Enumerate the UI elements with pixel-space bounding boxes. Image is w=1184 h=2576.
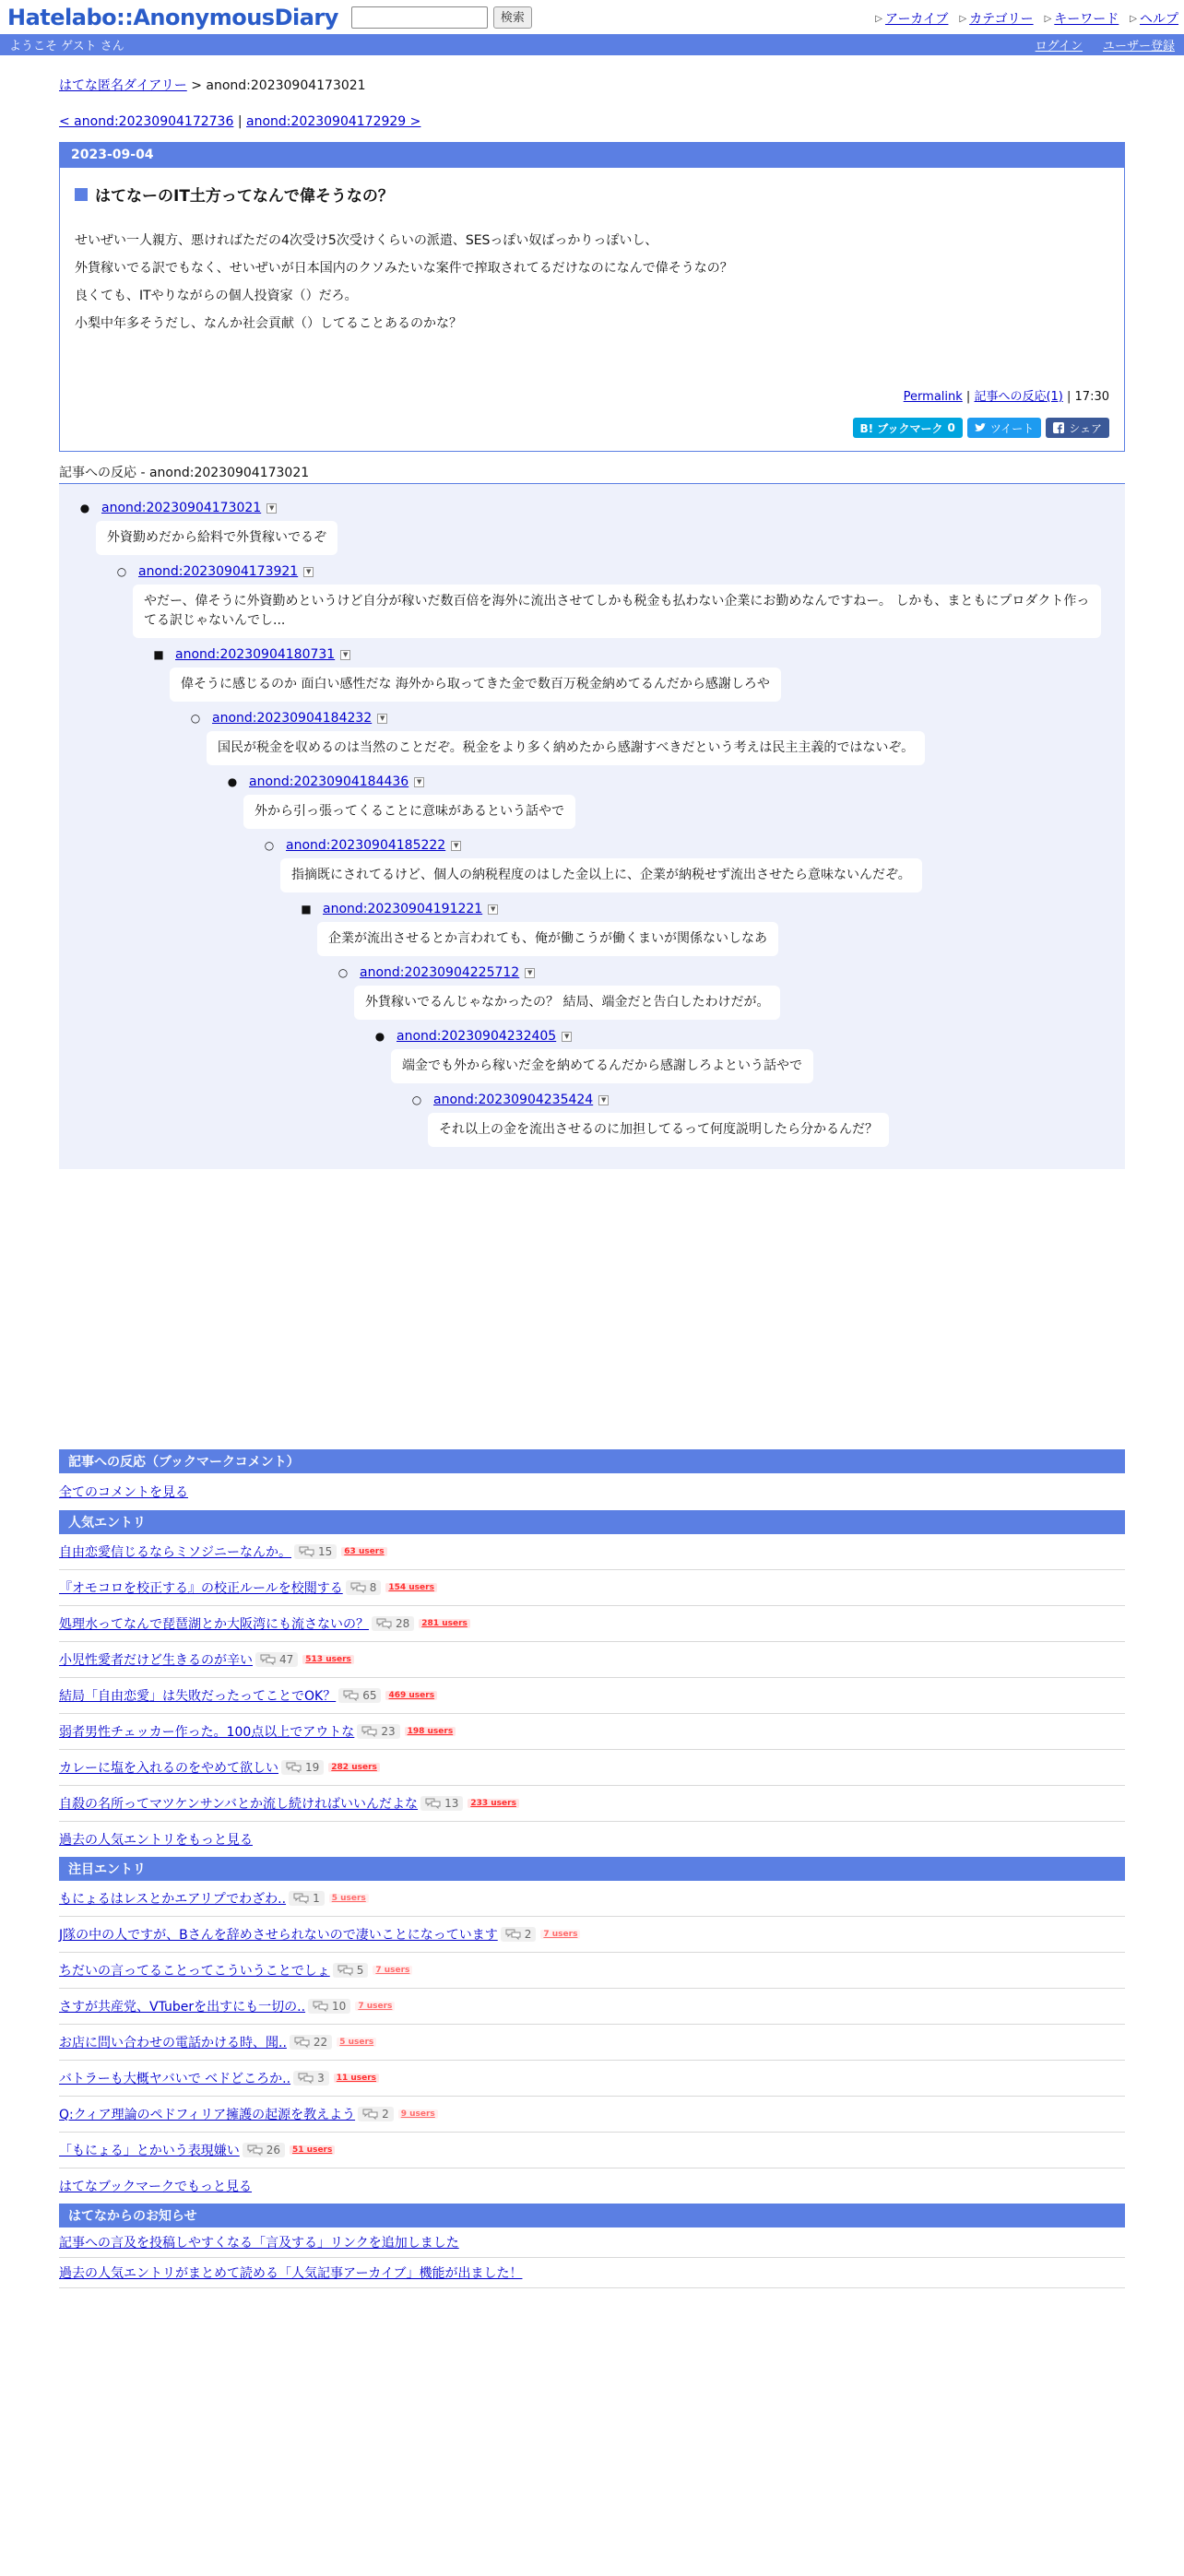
entry-link[interactable]: もにょるはレスとかエアリプでわざわ.. — [59, 1892, 287, 1907]
entry-link[interactable]: さすが共産党、VTuberを出すにも一切の.. — [59, 2000, 306, 2015]
entry-link[interactable]: 『オモコロを校正する』の校正ルールを校閲する — [59, 1581, 343, 1596]
comment-count[interactable] — [501, 1927, 537, 1942]
all-comments-link[interactable]: 全てのコメントを見る — [59, 1485, 188, 1500]
prev-next-nav: < anond:20230904172736 | anond:20230904172929 > — [59, 114, 421, 129]
comment-count-number: 47 — [279, 1653, 294, 1666]
entry-row — [59, 2025, 1125, 2061]
comment-count[interactable] — [293, 2071, 329, 2086]
chevron-right-icon: ▷ — [875, 13, 882, 24]
users-badge[interactable]: 198 users — [405, 1727, 456, 1736]
comment-bubbles-icon — [337, 1965, 354, 1976]
entry-paragraph: 小梨中年多そうだし、なんか社会貢献（）してることあるのかな？ — [75, 316, 462, 331]
thread-node — [184, 709, 1125, 765]
thread-node-link[interactable]: anond:20230904191221 — [323, 902, 483, 916]
notice-item: 記事への言及を投稿しやすくなる「言及する」リンクを追加しました — [59, 2227, 1125, 2258]
thread-node-link[interactable]: anond:20230904173921 — [138, 564, 299, 579]
comment-count[interactable] — [357, 1724, 399, 1739]
diary-entry — [59, 142, 1125, 452]
comment-count[interactable] — [308, 1999, 350, 2014]
users-badge[interactable]: 63 users — [341, 1547, 386, 1556]
entry-row — [59, 1881, 1125, 1917]
comment-count[interactable] — [372, 1616, 414, 1631]
thread-node-header — [184, 709, 1125, 727]
thread-node-link[interactable]: anond:20230904232405 — [397, 1029, 557, 1044]
thread-node-link[interactable]: anond:20230904173021 — [101, 501, 262, 515]
entry-link[interactable]: 「もにょる」とかいう表現嫌い — [59, 2144, 240, 2158]
bullet-icon: ○ — [264, 839, 275, 852]
comment-bubbles-icon — [361, 1726, 378, 1737]
chevron-right-icon: ▷ — [1130, 13, 1137, 24]
popular-more-link[interactable]: 過去の人気エントリをもっと見る — [59, 1833, 253, 1848]
bullet-icon: ○ — [190, 712, 201, 725]
users-badge[interactable]: 7 users — [373, 1966, 412, 1975]
users-badge[interactable]: 513 users — [302, 1655, 354, 1664]
popular-entries — [59, 1534, 1125, 1822]
entry-row — [59, 2133, 1125, 2168]
comment-bubbles-icon — [293, 1893, 310, 1904]
dropdown-arrow-icon[interactable]: ▼ — [525, 968, 535, 978]
comment-bubbles-icon — [313, 2001, 329, 2012]
entry-link[interactable]: Q:クィア理論のペドフィリア擁護の起源を教えよう — [59, 2108, 356, 2122]
entry-link[interactable]: 自殺の名所ってマツケンサンバとか流し続ければいいんだよな — [59, 1797, 419, 1812]
thread-node-text: 外資勤めだから給料で外貨稼いでるぞ — [96, 521, 337, 555]
thread-node-text: 外から引っ張ってくることに意味があるという話やで — [243, 795, 575, 829]
comment-count[interactable] — [289, 1891, 325, 1906]
thread-node-header — [258, 836, 1125, 855]
comment-count-number: 13 — [444, 1797, 459, 1810]
bird-icon — [975, 423, 986, 432]
next-entry-link[interactable]: anond:20230904172929 > — [246, 114, 421, 129]
thread-node-header — [332, 963, 1125, 982]
comment-count[interactable] — [346, 1580, 382, 1595]
users-badge[interactable]: 282 users — [328, 1763, 380, 1772]
entry-row — [59, 1953, 1125, 1989]
thread-node-text: 国民が税金を収めるのは当然のことだぞ。税金をより多く納めたから感謝すべきだという考えは民主主義的ではないぞ。 — [207, 731, 925, 765]
comment-count-number: 8 — [369, 1581, 377, 1594]
comment-count-number: 2 — [524, 1928, 532, 1941]
breadcrumb: はてな匿名ダイアリー > anond:20230904173021 — [59, 78, 366, 93]
top-bar — [0, 0, 1184, 34]
dropdown-arrow-icon[interactable]: ▼ — [377, 714, 387, 724]
reactions-link[interactable]: 記事への反応(1) — [974, 390, 1063, 404]
thread-node-text: 端金でも外から稼いだ金を納めてるんだから感謝しろよという話やで — [391, 1049, 813, 1083]
entry-link[interactable]: バトラーも大概ヤバいで ベドどころか.. — [59, 2072, 291, 2086]
notice-heading: はてなからのお知らせ — [59, 2204, 1125, 2227]
comment-bubbles-icon — [376, 1618, 393, 1629]
featured-heading: 注目エントリ — [59, 1857, 1125, 1881]
nav-keyword[interactable]: ▷ キーワード — [1044, 12, 1119, 27]
thread-node-header — [406, 1091, 1125, 1109]
entry-paragraph: せいぜい一人親方、悪ければただの4次受け5次受けくらいの派遣、SESっぽい奴ばっかりっぽいし、 — [75, 233, 658, 248]
site-logo[interactable]: Hatelabo::AnonymousDiary — [7, 4, 338, 30]
share-buttons — [75, 418, 1109, 438]
comment-count-number: 15 — [318, 1545, 333, 1558]
thread-node-text: 偉そうに感じるのか 面白い感性だな 海外から取ってきた金で数百万税金納めてるんだから感謝しろや — [170, 668, 781, 702]
thread-node — [258, 836, 1125, 892]
main-content — [59, 76, 1125, 2288]
entry-link[interactable]: J隊の中の人ですが、Bさんを辞めさせられないので凄いことになっています — [59, 1928, 498, 1943]
thread-node-header — [74, 499, 1125, 517]
entry-row — [59, 1989, 1125, 2025]
bullet-icon: ○ — [337, 966, 349, 979]
comment-count-number: 19 — [305, 1761, 320, 1774]
comment-count-number: 23 — [381, 1725, 396, 1738]
ad-space — [59, 1169, 1125, 1449]
entry-time: 17:30 — [1074, 390, 1109, 404]
comment-count-number: 2 — [382, 2108, 389, 2121]
users-badge[interactable]: 281 users — [419, 1619, 470, 1628]
breadcrumb-home[interactable]: はてな匿名ダイアリー — [59, 78, 187, 93]
thread-node-link[interactable]: anond:20230904235424 — [433, 1093, 594, 1107]
bullet-icon: ■ — [301, 903, 312, 916]
entry-row — [59, 2061, 1125, 2097]
reactions-heading: 記事への反応 - anond:20230904173021 — [59, 463, 1125, 484]
comment-bubbles-icon — [505, 1929, 522, 1940]
comment-count-number: 22 — [313, 2036, 328, 2049]
thread-node-header — [111, 562, 1125, 581]
welcome-text: ようこそ ゲスト さん — [9, 40, 124, 53]
popular-more-row — [59, 1822, 1125, 1857]
popular-heading: 人気エントリ — [59, 1510, 1125, 1534]
thread-node — [369, 1027, 1125, 1083]
users-badge[interactable]: 233 users — [468, 1799, 519, 1808]
bookmark-section-heading: 記事への反応（ブックマークコメント） — [59, 1449, 1125, 1473]
nav-archive[interactable]: ▷ アーカイブ — [875, 12, 949, 27]
breadcrumb-current: anond:20230904173021 — [206, 78, 366, 93]
thread-node-header — [148, 645, 1125, 664]
thread-node-text: 外貨稼いでるんじゃなかったの？ 結局、端金だと告白したわけだが。 — [354, 986, 780, 1020]
entry-paragraph: 良くても、ITやりながらの個人投資家（）だろ。 — [75, 289, 358, 303]
thread-node-text: 指摘既にされてるけど、個人の納税程度のはした金以上に、企業が納税せず流出させたら意味ないんだぞ。 — [280, 858, 922, 892]
featured-more-row — [59, 2168, 1125, 2204]
entry-title: はてなーのIT土方ってなんで偉そうなの？ — [75, 183, 1109, 206]
users-badge[interactable]: 51 users — [290, 2145, 335, 2155]
comment-count[interactable] — [420, 1796, 463, 1811]
entry-footer: Permalink | 記事への反応(1) | 17:30 — [903, 390, 1109, 404]
comment-bubbles-icon — [350, 1582, 367, 1593]
comment-count[interactable] — [333, 1963, 369, 1978]
all-comments-row — [59, 1473, 1125, 1510]
entry-link[interactable]: お店に問い合わせの電話かける時、聞.. — [59, 2036, 287, 2050]
thread-node-link[interactable]: anond:20230904184232 — [212, 711, 373, 726]
bookmark-count: 0 — [947, 421, 955, 434]
thread-node-link[interactable]: anond:20230904225712 — [360, 965, 520, 980]
thread-node — [148, 645, 1125, 702]
nav-help[interactable]: ▷ ヘルプ — [1130, 12, 1178, 27]
thread-node — [332, 963, 1125, 1020]
entry-link[interactable]: 結局「自由恋愛」は失敗だったってことでOK？ — [59, 1689, 337, 1704]
users-badge[interactable]: 5 users — [329, 1894, 369, 1903]
hatena-bookmark-button[interactable]: B! ブックマーク 0 — [853, 418, 963, 438]
dropdown-arrow-icon[interactable]: ▼ — [414, 777, 424, 787]
entry-row — [59, 1570, 1125, 1606]
bullet-icon: ● — [79, 502, 90, 514]
comment-bubbles-icon — [247, 2145, 264, 2156]
thread-node-header — [221, 773, 1125, 791]
entry-link[interactable]: 自由恋愛信じるならミソジニーなんか。 — [59, 1545, 291, 1560]
entry-date: 2023-09-04 — [60, 143, 1124, 168]
entry-body — [75, 233, 1109, 331]
users-badge[interactable]: 9 users — [398, 2109, 438, 2119]
users-badge[interactable]: 11 users — [334, 2074, 379, 2083]
thread-node — [221, 773, 1125, 829]
tweet-button[interactable]: ツイート — [967, 418, 1041, 438]
comment-count[interactable] — [358, 2107, 394, 2121]
comment-count-number: 65 — [362, 1689, 377, 1702]
thread-node-header — [295, 900, 1125, 918]
entry-link[interactable]: ちだいの言ってることってこういうことでしょ — [59, 1964, 330, 1979]
login-link[interactable]: ログイン — [1035, 40, 1083, 53]
thread-node — [111, 562, 1125, 638]
entry-link[interactable]: 処理水ってなんで琵琶湖とか大阪湾にも流さないの？ — [59, 1617, 369, 1632]
entry-row — [59, 1714, 1125, 1750]
entry-row — [59, 1606, 1125, 1642]
comment-bubbles-icon — [298, 2073, 314, 2084]
thread-node — [406, 1091, 1125, 1147]
entry-link[interactable]: カレーに塩を入れるのをやめて欲しい — [59, 1761, 278, 1776]
featured-more-link[interactable]: はてなブックマークでもっと見る — [59, 2180, 253, 2194]
comment-count-number: 1 — [313, 1892, 320, 1905]
comment-bubbles-icon — [343, 1690, 360, 1701]
nav-category[interactable]: ▷ カテゴリー — [959, 12, 1034, 27]
comment-count-number: 3 — [317, 2072, 325, 2085]
thread-node-link[interactable]: anond:20230904180731 — [175, 647, 336, 662]
bullet-icon: ■ — [153, 648, 164, 661]
search-button[interactable]: 検索 — [493, 6, 532, 29]
chevron-right-icon: ▷ — [1044, 13, 1052, 24]
comment-count[interactable] — [290, 2035, 332, 2050]
comment-bubbles-icon — [294, 2037, 311, 2048]
search-input[interactable] — [351, 6, 488, 29]
comment-bubbles-icon — [299, 1546, 315, 1557]
facebook-icon — [1053, 422, 1064, 433]
reaction-thread — [59, 484, 1125, 1169]
comment-bubbles-icon — [260, 1654, 277, 1665]
bullet-icon: ● — [227, 775, 238, 788]
entry-link[interactable]: 弱者男性チェッカー作った。100点以上でアウトな — [59, 1725, 355, 1740]
dropdown-arrow-icon[interactable]: ▼ — [303, 567, 314, 577]
comment-count[interactable] — [255, 1652, 298, 1667]
comment-bubbles-icon — [286, 1762, 302, 1773]
thread-node-text: 企業が流出させるとか言われても、俺が働こうが働くまいが関係ないしなあ — [317, 922, 778, 956]
comment-count[interactable] — [243, 2143, 285, 2157]
entry-paragraph: 外貨稼いでる訳でもなく、せいぜいが日本国内のクソみたいな案件で搾取されてるだけなのになんで偉そうなの？ — [75, 261, 733, 276]
entry-row — [59, 1642, 1125, 1678]
dropdown-arrow-icon[interactable]: ▼ — [488, 904, 498, 915]
comment-count[interactable] — [294, 1544, 337, 1559]
entry-link[interactable]: 小児性愛者だけど生きるのが辛い — [59, 1653, 253, 1668]
entry-row — [59, 1534, 1125, 1570]
bullet-icon: ○ — [116, 565, 127, 578]
thread-node — [295, 900, 1125, 956]
notice-item: 過去の人気エントリがまとめて読める「人気記事アーカイブ」機能が出ました！ — [59, 2258, 1125, 2288]
dropdown-arrow-icon[interactable]: ▼ — [598, 1095, 609, 1105]
comment-count-number: 10 — [332, 2000, 347, 2013]
dropdown-arrow-icon[interactable]: ▼ — [266, 503, 277, 514]
bullet-icon: ○ — [411, 1093, 422, 1106]
entry-row — [59, 1917, 1125, 1953]
comment-count[interactable] — [281, 1760, 324, 1775]
entry-row — [59, 2097, 1125, 2133]
thread-node-link[interactable]: anond:20230904185222 — [286, 838, 446, 853]
entry-row — [59, 1786, 1125, 1822]
users-badge[interactable]: 7 users — [540, 1930, 580, 1939]
permalink[interactable]: Permalink — [903, 390, 963, 404]
thread-node-header — [369, 1027, 1125, 1046]
notice-list — [59, 2227, 1125, 2288]
comment-count-number: 5 — [356, 1964, 364, 1977]
thread-node-link[interactable]: anond:20230904184436 — [249, 774, 409, 789]
users-badge[interactable]: 469 users — [385, 1691, 437, 1700]
thread-node — [74, 499, 1125, 555]
users-badge[interactable]: 154 users — [385, 1583, 437, 1592]
dropdown-arrow-icon[interactable]: ▼ — [562, 1032, 572, 1042]
thread-node-text: それ以上の金を流出させるのに加担してるって何度説明したら分かるんだ？ — [428, 1113, 889, 1147]
comment-count-number: 28 — [396, 1617, 410, 1630]
register-link[interactable]: ユーザー登録 — [1102, 40, 1175, 53]
facebook-share-button[interactable]: シェア — [1046, 418, 1109, 438]
comment-bubbles-icon — [425, 1798, 442, 1809]
comment-count[interactable] — [338, 1688, 381, 1703]
user-bar — [0, 34, 1184, 55]
chevron-right-icon: ▷ — [959, 13, 967, 24]
title-square-icon — [75, 188, 88, 201]
dropdown-arrow-icon[interactable]: ▼ — [340, 650, 350, 660]
entry-row — [59, 1678, 1125, 1714]
bullet-icon: ● — [374, 1030, 385, 1043]
thread-node-text: やだー、偉そうに外資勤めというけど自分が稼いだ数百倍を海外に流出させてしかも税金も払わない企業にお勤めなんですねー。 しかも、まともにプロダクト作ってる訳じゃないんでし... — [133, 585, 1101, 638]
users-badge[interactable]: 5 users — [337, 2038, 376, 2047]
featured-entries — [59, 1881, 1125, 2168]
comment-count-number: 26 — [266, 2144, 281, 2157]
top-nav — [875, 9, 1178, 28]
comment-bubbles-icon — [362, 2109, 379, 2120]
dropdown-arrow-icon[interactable]: ▼ — [451, 841, 461, 851]
prev-entry-link[interactable]: < anond:20230904172736 — [59, 114, 234, 129]
entry-row — [59, 1750, 1125, 1786]
users-badge[interactable]: 7 users — [355, 2002, 395, 2011]
